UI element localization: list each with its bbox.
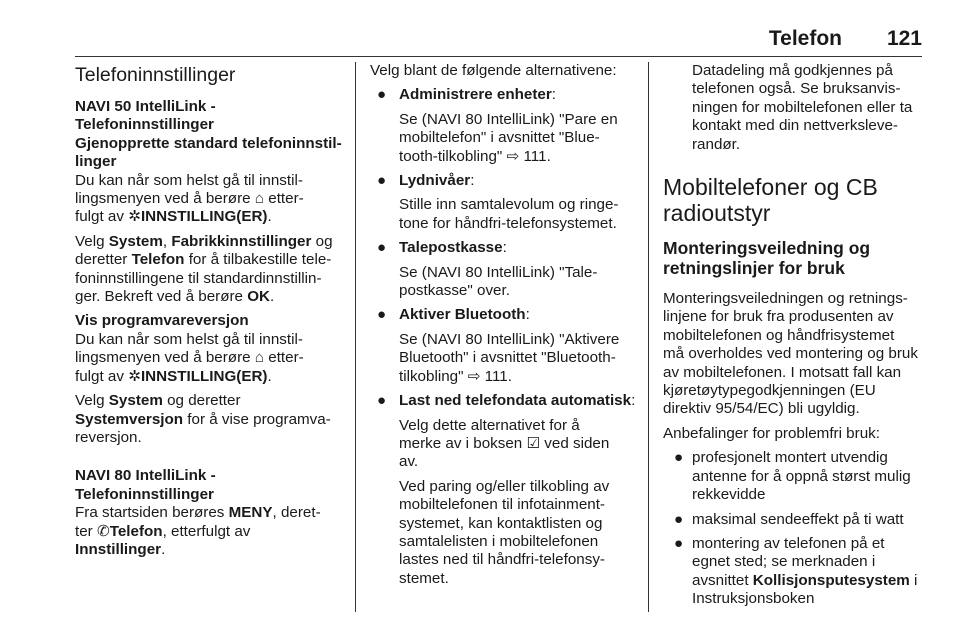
gear-icon: ✲	[128, 208, 141, 226]
topic-title: Gjenopprette standard telefoninnstil- linger	[75, 134, 342, 171]
section-heading: Mobiltelefoner og CB radioutstyr	[663, 174, 878, 227]
list-item: ● Talepostkasse: Se (NAVI 80 IntelliLink) "Tale- postkasse" over.	[377, 239, 598, 300]
list-item: ● Lydnivåer: Stille inn samtalevolum og ringe- tone for håndfri-telefonsystemet.	[377, 172, 619, 232]
bullet-icon: ●	[377, 172, 387, 190]
bullet-icon: ●	[377, 239, 387, 257]
header-rule	[75, 56, 922, 57]
column-2	[370, 62, 638, 594]
page-header	[0, 0, 960, 58]
bullet-icon: ●	[377, 392, 387, 410]
subsection-title: NAVI 80 IntelliLink - Telefoninnstillinger	[75, 467, 216, 503]
subsection-title: NAVI 50 IntelliLink - Telefoninnstillinger	[75, 98, 216, 134]
phone-icon: ✆	[96, 522, 110, 540]
paragraph: Monteringsveiledningen og retnings- linjene for bruk fra produsenten av mobiltelefonen og håndfrisystemet må overholdes ved montering og bruk av mobiltelefonen. I motsatt fall kan kjøretøytypegodkjenningen (EU direktiv 95/54/EC) bli ugyldig.	[663, 290, 918, 418]
bullet-icon: ●	[377, 306, 387, 324]
paragraph: Du kan når som helst gå til innstil- lingsmenyen ved å berøre ⌂ etter- fulgt av ✲INNSTILLING(ER).	[75, 171, 304, 226]
list-item: ● Administrere enheter: Se (NAVI 80 IntelliLink) "Pare en mobiltelefon" i avsnittet "Blue- tooth-tilkobling" ⇨ 111.	[377, 86, 618, 165]
gear-icon: ✲	[128, 367, 141, 385]
paragraph: Anbefalinger for problemfri bruk:	[663, 424, 880, 442]
bullet-icon: ●	[377, 86, 387, 104]
chapter-title: Telefon	[768, 27, 842, 50]
list-item: ● Last ned telefondata automatisk: Velg dette alternativet for å merke av i boksen ☑ ved siden av. Ved paring og/eller tilkobling av mobiltelefonen til infotainment- systemet, kan kontaktlisten og samtalelisten i mobiltelefonen lastes ned til håndfri-telefonsy- stemet.	[377, 392, 636, 587]
intro-text: Velg blant de følgende alternativene:	[370, 62, 617, 79]
list-item: ● maksimal sendeeffekt på ti watt	[674, 510, 904, 528]
list-item: ● profesjonelt montert utvendig antenne for å oppnå størst mulig rekkevidde	[674, 449, 911, 504]
bullet-icon: ●	[674, 449, 684, 467]
bullet-icon: ●	[674, 510, 684, 528]
column-1	[75, 62, 345, 559]
list-item: ● Aktiver Bluetooth: Se (NAVI 80 IntelliLink) "Aktivere Bluetooth" i avsnittet "Bluetooth- tilkobling" ⇨ 111.	[377, 306, 620, 385]
paragraph: Velg System og deretter Systemversjon for å vise programva- reversjon.	[75, 392, 331, 446]
column-divider	[648, 62, 649, 612]
home-icon: ⌂	[254, 349, 265, 367]
paragraph: Du kan når som helst gå til innstil- lingsmenyen ved å berøre ⌂ etter- fulgt av ✲INNSTILLING(ER).	[75, 330, 304, 385]
topic-title: Vis programvareversjon	[75, 312, 249, 330]
paragraph: Fra startsiden berøres MENY, deret- ter ✆Telefon, etterfulgt av Innstillinger.	[75, 504, 321, 558]
bullet-icon: ●	[674, 534, 684, 552]
paragraph: Velg System, Fabrikkinnstillinger og deretter Telefon for å tilbakestille tele- foninnstillingene til standardinnstillin- ger. Bekreft ved å berøre OK.	[75, 232, 333, 306]
list-item: ● montering av telefonen på et egnet sted; se merknaden i avsnittet Kollisjonsputesystem i Instruksjonsboken	[674, 534, 918, 608]
column-3	[663, 62, 925, 609]
home-icon: ⌂	[254, 190, 265, 208]
subsection-title: Monteringsveiledning og retningslinjer for bruk	[663, 238, 871, 279]
section-heading: Telefoninnstillinger	[75, 64, 236, 86]
page-number: 121	[886, 27, 922, 50]
column-divider	[355, 62, 356, 612]
paragraph: Datadeling må godkjennes på telefonen også. Se bruksanvis- ningen for mobiltelefonen eller ta kontakt med din nettverksleve- randør.	[692, 62, 913, 153]
